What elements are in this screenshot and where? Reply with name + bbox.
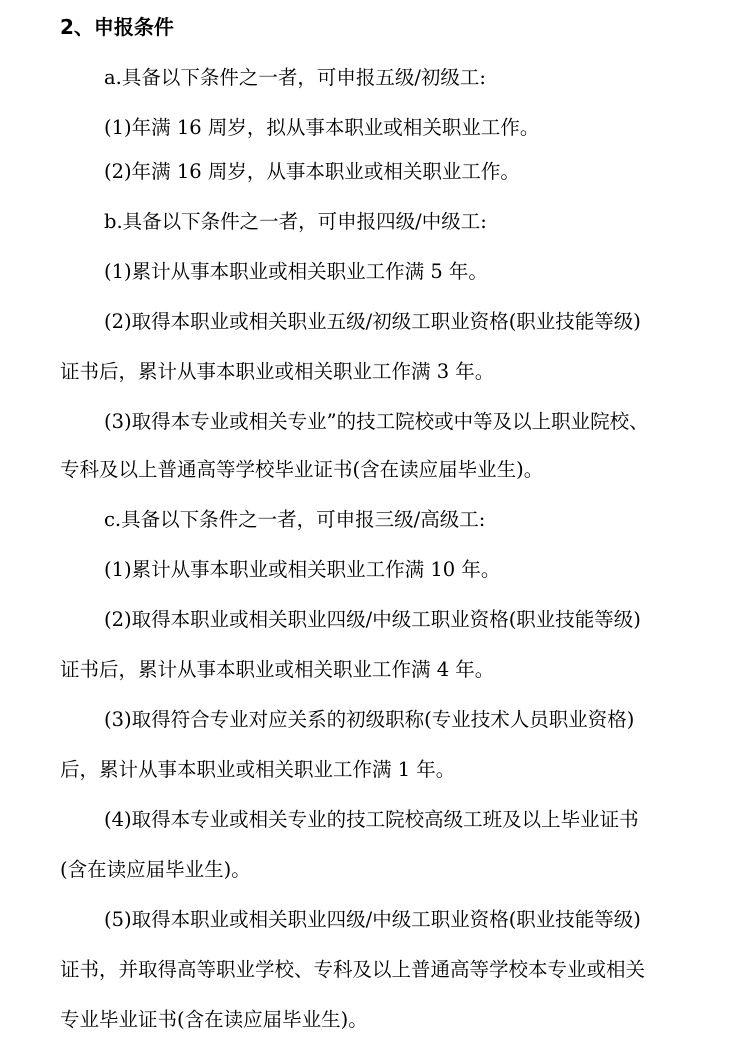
- condition-b-item-3: (3)取得本专业或相关专业”的技工院校或中等及以上职业院校、: [104, 410, 649, 433]
- condition-c-item-1: (1)累计从事本职业或相关职业工作满 10 年。: [104, 558, 501, 581]
- condition-c-item-2-cont: 证书后，累计从事本职业或相关职业工作满 4 年。: [60, 658, 495, 681]
- condition-c-item-5-cont: 证书，并取得高等职业学校、专科及以上普通高等学校本专业或相关: [60, 958, 646, 981]
- condition-c-item-4: (4)取得本专业或相关专业的技工院校高级工班及以上毕业证书: [104, 808, 639, 831]
- condition-c-item-5: (5)取得本职业或相关职业四级/中级工职业资格(职业技能等级): [104, 908, 641, 931]
- condition-b-item-2-cont: 证书后，累计从事本职业或相关职业工作满 3 年。: [60, 360, 495, 383]
- condition-c-item-5-cont2: 专业毕业证书(含在读应届毕业生)。: [60, 1008, 368, 1031]
- section-heading: 2、申报条件: [60, 15, 174, 39]
- condition-b-item-3-cont: 专科及以上普通高等学校毕业证书(含在读应届毕业生)。: [60, 458, 544, 481]
- condition-b-title: b.具备以下条件之一者，可申报四级/中级工:: [104, 210, 487, 233]
- condition-a-title: a.具备以下条件之一者，可申报五级/初级工:: [104, 66, 486, 89]
- condition-a-item-2: (2)年满 16 周岁，从事本职业或相关职业工作。: [104, 160, 520, 183]
- condition-b-item-1: (1)累计从事本职业或相关职业工作满 5 年。: [104, 260, 488, 283]
- condition-c-item-3: (3)取得符合专业对应关系的初级职称(专业技术人员职业资格): [104, 708, 635, 731]
- condition-c-item-3-cont: 后，累计从事本职业或相关职业工作满 1 年。: [60, 758, 456, 781]
- condition-b-item-2: (2)取得本职业或相关职业五级/初级工职业资格(职业技能等级): [104, 310, 641, 333]
- condition-c-title: c.具备以下条件之一者，可申报三级/高级工:: [104, 508, 486, 531]
- condition-c-item-2: (2)取得本职业或相关职业四级/中级工职业资格(职业技能等级): [104, 608, 641, 631]
- condition-a-item-1: (1)年满 16 周岁，拟从事本职业或相关职业工作。: [104, 116, 540, 139]
- condition-c-item-4-cont: (含在读应届毕业生)。: [60, 858, 251, 881]
